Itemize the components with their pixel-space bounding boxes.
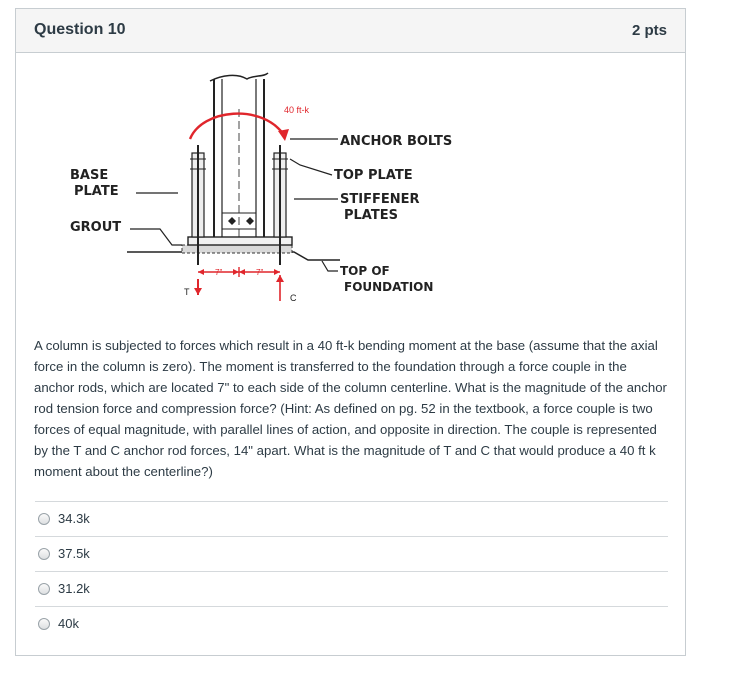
answer-option[interactable] [35, 536, 668, 571]
label-grout: GROUT [70, 220, 122, 235]
label-anchor-bolts: ANCHOR BOLTS [340, 134, 453, 149]
dim-label-right: 7" [256, 268, 264, 277]
label-plates: PLATES [344, 208, 398, 223]
question-card [15, 8, 686, 656]
label-base: BASE [70, 168, 109, 183]
label-stiffener: STIFFENER [340, 192, 420, 207]
moment-label: 40 ft-k [284, 105, 310, 115]
answer-option[interactable] [35, 571, 668, 606]
force-c-label: C [290, 293, 297, 303]
radio-button[interactable] [38, 548, 50, 560]
answer-option[interactable] [35, 501, 668, 536]
radio-button[interactable] [38, 583, 50, 595]
question-title: Question 10 [34, 21, 126, 38]
column-base-figure [32, 69, 484, 319]
answer-option[interactable] [35, 606, 668, 641]
label-top-of: TOP OF [340, 264, 390, 278]
answer-list [35, 501, 668, 641]
label-foundation: FOUNDATION [344, 280, 434, 294]
question-header [16, 9, 685, 53]
radio-button[interactable] [38, 513, 50, 525]
radio-button[interactable] [38, 618, 50, 630]
dim-label-left: 7" [215, 268, 223, 277]
answer-label: 34.3k [58, 511, 90, 526]
force-t-label: T [184, 287, 190, 297]
question-points: 2 pts [631, 22, 667, 39]
label-top-plate: TOP PLATE [334, 168, 413, 183]
answer-label: 37.5k [58, 546, 90, 561]
answer-label: 40k [58, 616, 79, 631]
answer-label: 31.2k [58, 581, 90, 596]
label-plate: PLATE [74, 184, 119, 199]
question-text: A column is subjected to forces which result in a 40 ft-k bending moment at the base (assume that the axial force in the column is zero). The moment is transferred to the foundation through a force couple in the anchor rods, which are located 7" to each side of the column centerline. What is the magnitude of the anchor rod tension force and compression force? (Hint: As defined on pg. 52 in the textbook, a force couple is two forces of equal magnitude, with parallel lines of action, and opposite in direction. The couple is represented by the T and C anchor rod forces, 14" apart. What is the magnitude of T and C that would produce a 40 ft k moment about the centerline?) [34, 338, 667, 479]
